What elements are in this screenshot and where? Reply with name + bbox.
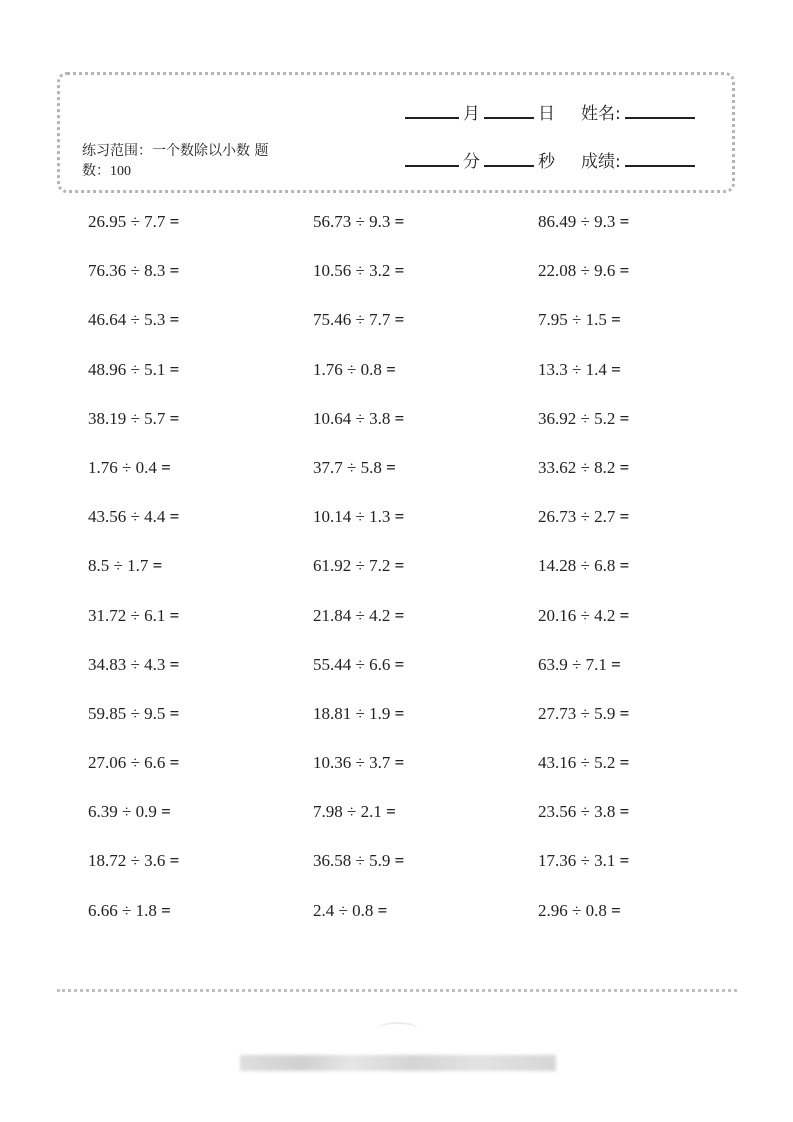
problem-item — [88, 847, 313, 896]
problem-expression: 76.36 ÷ 8.3 — [88, 261, 166, 281]
problem-item — [313, 651, 538, 700]
problem-expression: 18.72 ÷ 3.6 — [88, 851, 166, 871]
problem-item — [538, 208, 738, 257]
problem-expression: 2.96 ÷ 0.8 — [538, 900, 607, 920]
second-label: 秒 — [538, 152, 555, 172]
problem-item — [313, 602, 538, 651]
equals-sign: = — [619, 457, 630, 477]
equals-sign: = — [394, 851, 405, 871]
equals-sign: = — [152, 556, 163, 576]
day-label: 日 — [538, 104, 555, 124]
problem-item — [538, 552, 738, 601]
problem-expression: 22.08 ÷ 9.6 — [538, 261, 616, 281]
problem-item — [313, 356, 538, 405]
equals-sign: = — [169, 359, 180, 379]
problem-item — [88, 700, 313, 749]
equals-sign: = — [169, 507, 180, 527]
problem-item — [313, 700, 538, 749]
problem-expression: 43.16 ÷ 5.2 — [538, 753, 616, 773]
equals-sign: = — [394, 605, 405, 625]
problem-expression: 33.62 ÷ 8.2 — [538, 457, 616, 477]
minute-blank[interactable] — [405, 147, 459, 167]
problem-item — [88, 552, 313, 601]
equals-sign: = — [169, 261, 180, 281]
question-count: 数：100 — [82, 164, 131, 179]
equals-sign: = — [619, 507, 630, 527]
equals-sign: = — [619, 261, 630, 281]
equals-sign: = — [394, 703, 405, 723]
problem-expression: 10.64 ÷ 3.8 — [313, 408, 391, 428]
equals-sign: = — [169, 605, 180, 625]
problem-item — [313, 798, 538, 847]
problem-item — [88, 749, 313, 798]
equals-sign: = — [394, 212, 405, 231]
problem-expression: 56.73 ÷ 9.3 — [313, 212, 391, 231]
equals-sign: = — [394, 654, 405, 674]
equals-sign: = — [169, 212, 180, 231]
problem-expression: 20.16 ÷ 4.2 — [538, 605, 616, 625]
equals-sign: = — [619, 556, 630, 576]
equals-sign: = — [169, 703, 180, 723]
score-blank[interactable] — [625, 147, 695, 167]
equals-sign: = — [161, 802, 171, 822]
equals-sign: = — [169, 310, 180, 330]
footer-divider — [57, 989, 737, 992]
problem-expression: 10.14 ÷ 1.3 — [313, 507, 391, 527]
equals-sign: = — [394, 753, 405, 773]
problem-item — [88, 208, 313, 257]
equals-sign: = — [394, 310, 405, 330]
problem-expression: 21.84 ÷ 4.2 — [313, 605, 391, 625]
problem-item — [313, 405, 538, 454]
equals-sign: = — [619, 851, 630, 871]
problem-expression: 1.76 ÷ 0.8 — [313, 359, 382, 379]
problem-grid — [88, 208, 738, 946]
equals-sign: = — [619, 408, 630, 428]
equals-sign: = — [169, 408, 180, 428]
problem-expression: 14.28 ÷ 6.8 — [538, 556, 616, 576]
equals-sign: = — [386, 359, 396, 379]
problem-item — [538, 651, 738, 700]
equals-sign: = — [611, 359, 621, 379]
problem-expression: 10.36 ÷ 3.7 — [313, 753, 391, 773]
equals-sign: = — [619, 605, 630, 625]
problem-expression: 31.72 ÷ 6.1 — [88, 605, 166, 625]
problem-expression: 43.56 ÷ 4.4 — [88, 507, 166, 527]
problem-expression: 17.36 ÷ 3.1 — [538, 851, 616, 871]
equals-sign: = — [161, 900, 171, 920]
problem-expression: 26.73 ÷ 2.7 — [538, 507, 616, 527]
equals-sign: = — [394, 507, 405, 527]
problem-item — [538, 306, 738, 355]
equals-sign: = — [394, 408, 405, 428]
problem-expression: 27.06 ÷ 6.6 — [88, 753, 166, 773]
problem-expression: 10.56 ÷ 3.2 — [313, 261, 391, 281]
equals-sign: = — [619, 753, 630, 773]
problem-item — [313, 306, 538, 355]
equals-sign: = — [169, 753, 180, 773]
problem-item — [88, 405, 313, 454]
problem-item — [313, 454, 538, 503]
equals-sign: = — [169, 851, 180, 871]
problem-expression: 8.5 ÷ 1.7 — [88, 556, 149, 576]
month-label: 月 — [463, 104, 480, 124]
problem-item — [88, 897, 313, 946]
problem-expression: 59.85 ÷ 9.5 — [88, 703, 166, 723]
equals-sign: = — [394, 261, 405, 281]
problem-item — [88, 257, 313, 306]
equals-sign: = — [611, 310, 621, 330]
problem-item — [313, 897, 538, 946]
problem-expression: 7.98 ÷ 2.1 — [313, 802, 382, 822]
problem-item — [88, 602, 313, 651]
problem-expression: 34.83 ÷ 4.3 — [88, 654, 166, 674]
day-blank[interactable] — [484, 99, 534, 119]
second-blank[interactable] — [484, 147, 534, 167]
problem-item — [538, 503, 738, 552]
equals-sign: = — [386, 802, 396, 822]
problem-expression: 86.49 ÷ 9.3 — [538, 212, 616, 231]
time-score-row — [405, 147, 695, 173]
problem-item — [88, 798, 313, 847]
date-name-row — [405, 99, 695, 125]
problem-expression: 36.58 ÷ 5.9 — [313, 851, 391, 871]
problem-item — [313, 503, 538, 552]
problem-expression: 2.4 ÷ 0.8 — [313, 900, 374, 920]
practice-range-label — [82, 141, 322, 182]
problem-expression: 18.81 ÷ 1.9 — [313, 703, 391, 723]
equals-sign: = — [161, 457, 171, 477]
problem-item — [313, 552, 538, 601]
month-blank[interactable] — [405, 99, 459, 119]
problem-item — [538, 454, 738, 503]
problem-expression: 7.95 ÷ 1.5 — [538, 310, 607, 330]
equals-sign: = — [619, 703, 630, 723]
problem-expression: 61.92 ÷ 7.2 — [313, 556, 391, 576]
problem-item — [538, 749, 738, 798]
problem-item — [313, 847, 538, 896]
footer-logo-blurred — [378, 1022, 418, 1036]
minute-label: 分 — [463, 152, 480, 172]
problem-expression: 26.95 ÷ 7.7 — [88, 212, 166, 231]
problem-item — [88, 306, 313, 355]
equals-sign: = — [386, 457, 396, 477]
problem-item — [538, 356, 738, 405]
equals-sign: = — [611, 900, 621, 920]
equals-sign: = — [619, 802, 630, 822]
problem-expression: 6.66 ÷ 1.8 — [88, 900, 157, 920]
problem-expression: 23.56 ÷ 3.8 — [538, 802, 616, 822]
problem-item — [538, 897, 738, 946]
equals-sign: = — [611, 654, 621, 674]
name-blank[interactable] — [625, 99, 695, 119]
problem-item — [538, 798, 738, 847]
score-label: 成绩: — [581, 152, 621, 172]
name-label: 姓名: — [581, 104, 621, 124]
problem-item — [313, 257, 538, 306]
problem-expression: 27.73 ÷ 5.9 — [538, 703, 616, 723]
worksheet-header — [57, 72, 735, 193]
problem-item — [88, 356, 313, 405]
problem-item — [88, 503, 313, 552]
problem-item — [538, 405, 738, 454]
problem-expression: 1.76 ÷ 0.4 — [88, 457, 157, 477]
equals-sign: = — [169, 654, 180, 674]
problem-item — [88, 454, 313, 503]
footer-text-blurred — [240, 1055, 556, 1071]
problem-item — [538, 700, 738, 749]
problem-item — [538, 602, 738, 651]
problem-expression: 63.9 ÷ 7.1 — [538, 654, 607, 674]
problem-expression: 36.92 ÷ 5.2 — [538, 408, 616, 428]
equals-sign: = — [394, 556, 405, 576]
problem-expression: 48.96 ÷ 5.1 — [88, 359, 166, 379]
problem-expression: 6.39 ÷ 0.9 — [88, 802, 157, 822]
equals-sign: = — [619, 212, 630, 231]
problem-item — [313, 749, 538, 798]
problem-expression: 55.44 ÷ 6.6 — [313, 654, 391, 674]
problem-expression: 46.64 ÷ 5.3 — [88, 310, 166, 330]
problem-item — [538, 847, 738, 896]
problem-expression: 37.7 ÷ 5.8 — [313, 457, 382, 477]
problem-expression: 38.19 ÷ 5.7 — [88, 408, 166, 428]
problem-item — [313, 208, 538, 257]
range-text: 练习范围：一个数除以小数 题 — [82, 143, 269, 159]
problem-expression: 13.3 ÷ 1.4 — [538, 359, 607, 379]
problem-item — [88, 651, 313, 700]
problem-expression: 75.46 ÷ 7.7 — [313, 310, 391, 330]
problem-item — [538, 257, 738, 306]
equals-sign: = — [377, 900, 388, 920]
